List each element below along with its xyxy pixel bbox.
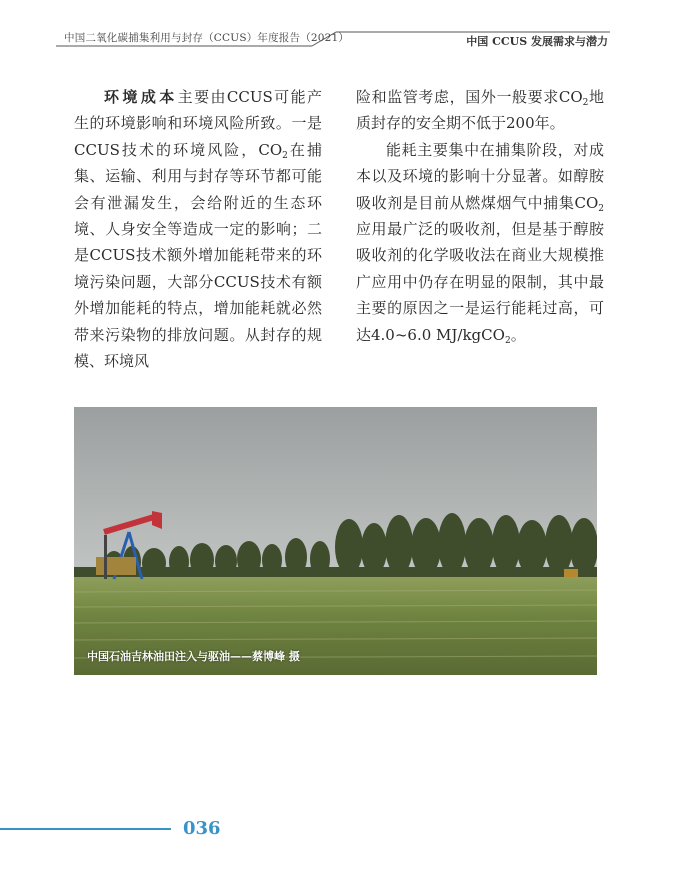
shed [564, 569, 578, 577]
text-column-left [74, 84, 322, 374]
photo-caption: 中国石油吉林油田注入与驱油——蔡博峰 摄 [87, 650, 300, 663]
paragraph-energy-consumption: 能耗主要集中在捕集阶段，对成本以及环境的影响十分显著。如醇胺吸收剂是目前从燃煤烟气中捕集$CO_2$应用最广泛的吸收剂，但是基于醇胺吸收剂的化学吸收法在商业大规模推广应用中仍存在明显的限制，其中最主要的原因之一是运行能耗过高，可达4.0~6.0 MJ/kgCO$_2$。 [356, 140, 604, 346]
header-section-title: 中国 CCUS 发展需求与潜力 [466, 35, 608, 48]
oilfield-photo-illustration [74, 407, 597, 675]
header-report-title: 中国二氧化碳捕集利用与封存（CCUS）年度报告（2021） [64, 32, 350, 44]
paragraph-continuation: 险和监管考虑，国外一般要求$CO_2$地质封存的安全期不低于200年。 [356, 88, 604, 133]
paragraph-environment-cost: 环境成本主要由CCUS可能产生的环境影响和环境风险所致。一是CCUS技术的环境风险，$CO_2$在捕集、运输、利用与封存等环节都可能会有泄漏发生，会给附近的生态环境、人身安全等造成一定的影响；二是CCUS技术额外增加能耗带来的环境污染问题，大部分CCUS技术有额外增加能耗的特点，增加能耗就必然带来污染物的排放问题。从封存的规模、环境风 [74, 88, 322, 371]
page-number: 036 [183, 818, 221, 839]
bold-term-environment-cost: 环境成本 [104, 88, 178, 106]
footer-rule [0, 828, 171, 830]
oilfield-photo [74, 407, 597, 675]
text-column-right [356, 84, 604, 348]
